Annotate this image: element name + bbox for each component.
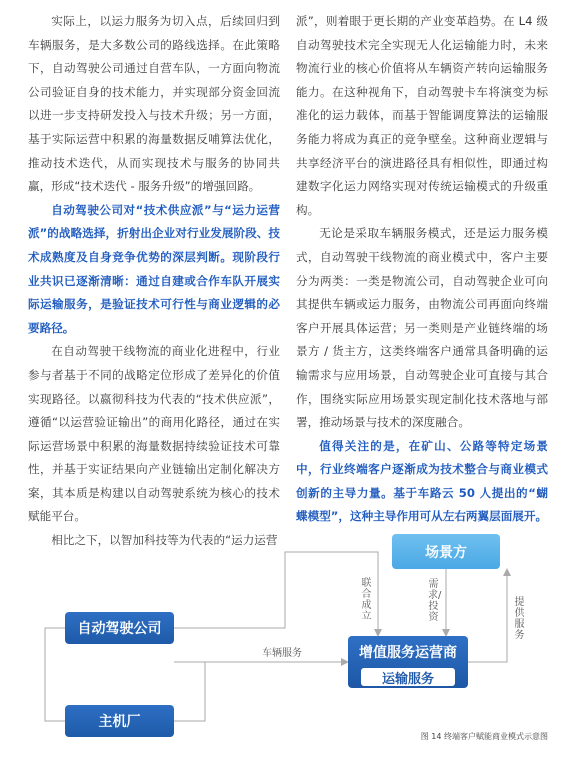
paragraph: 无论是采取车辆服务模式，还是运力服务模式，自动驾驶干线物流的商业模式中，客户主要分为两类：一类是物流公司，自动驾驶企业可向其提供车辆或运力服务，由物流公司再面向终端客户开展具体运营；另一类则是产业链终端的场景方 / 货主方，这类终端客户通常具备明确的运输需求与应用场景，自动驾驶企业可直接与其合作，围绕实际应用场景实现定制化技术落地与部署，推动场景与技术的深度融合。 [296, 226, 548, 430]
joint-venture-label: 联合成立 [361, 578, 372, 622]
left-column [28, 10, 280, 553]
provide-service-arrow [468, 569, 507, 662]
value-added-operator-box [348, 636, 468, 688]
highlight-paragraph: 值得关注的是，在矿山、公路等特定场景中，行业终端客户逐渐成为技术整合与商业模式创新的主导力量。基于车路云 50 人提出的“蝴蝶模型”，这种主导作用可从左右两翼层面展开。 [296, 438, 548, 524]
figure-caption: 图 14 终端客户赋能商业模式示意图 [420, 732, 548, 741]
demand-investment-label: 需求/投资 [428, 579, 442, 623]
paragraph: 派”，则着眼于更长期的产业变革趋势。在 L4 级自动驾驶技术完全实现无人化运输能力时，未来物流行业的核心价值将从车辆资产转向运输服务能力。在这种视角下，自动驾驶卡车将演变为标准化的运力载体，而基于智能调度算法的运输服务能力将成为真正的竞争壁垒。这种商业逻辑与共享经济平台的演进路径具有相似性，即通过构建数字化运力网络实现对传统运输模式的升级重构。 [296, 14, 548, 217]
highlight-paragraph: 自动驾驶公司对“技术供应派”与“运力运营派”的战略选择，折射出企业对行业发展阶段、技术成熟度及自身竞争优势的深层判断。现阶段行业共识已逐渐清晰：通过自建或合作车队开展实际运输服务，是验证技术可行性与商业逻辑的必要路径。 [28, 202, 280, 335]
paragraph: 相比之下，以智加科技等为代表的“运力运营 [51, 533, 278, 548]
scene-party-box: 场景方 [392, 534, 500, 569]
autonomous-driving-company-box: 自动驾驶公司 [65, 612, 174, 644]
operator-title: 增值服务运营商 [359, 645, 457, 661]
oem-box: 主机厂 [65, 705, 174, 737]
paragraph: 在自动驾驶干线物流的商业化进程中，行业参与者基于不同的战略定位形成了差异化的价值实现路径。以嬴彻科技为代表的“技术供应派”，遵循“以运营验证输出”的商用化路径，通过在实际运营场景中积累的海量数据持续验证技术可靠性，并基于实证结果向产业链输出定制化解决方案，其本质是构建以自动驾驶系统为核心的技术赋能平台。 [28, 344, 280, 524]
vehicle-service-label: 车辆服务 [262, 648, 302, 659]
joint-arrow [174, 552, 378, 636]
oem-connector [174, 662, 205, 721]
provide-service-label: 提供服务 [514, 597, 525, 641]
transport-service-tag: 运输服务 [361, 668, 455, 686]
right-column [296, 10, 548, 529]
joint-connector-left [45, 628, 65, 721]
paragraph: 实际上，以运力服务为切入点，后续回归到车辆服务，是大多数公司的路线选择。在此策略下，自动驾驶公司通过自营车队，一方面向物流公司验证自身的技术能力，并实现部分资金回流以进一步支持研发投入与技术升级；另一方面，基于实际运营中积累的海量数据反哺算法优化，推动技术迭代，从而实现技术与服务的协同共赢，形成“技术迭代 - 服务升级”的增强回路。 [28, 14, 280, 194]
